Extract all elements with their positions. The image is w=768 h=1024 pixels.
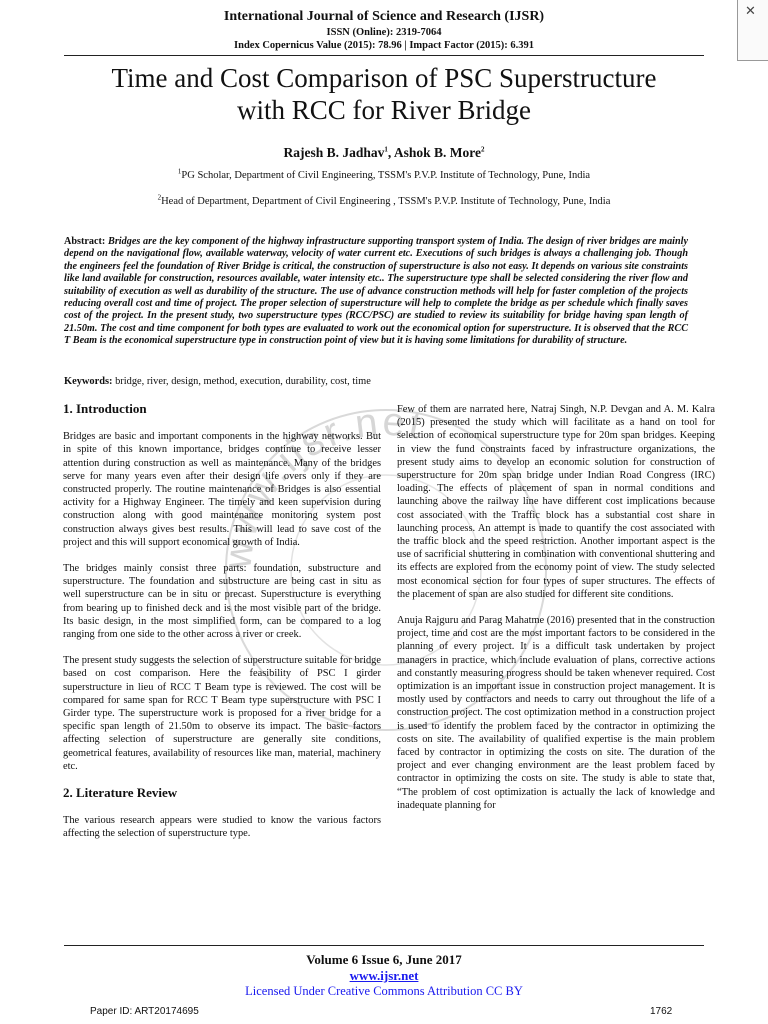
literature-paragraph-1: The various research appears were studied to know the various factors affecting the selection of superstructure type. — [63, 815, 381, 840]
footer-paper-id: Paper ID: ART20174695 — [90, 1006, 199, 1017]
right-column — [397, 403, 715, 825]
abstract-text: Bridges are the key component of the highway infrastructure supporting transport system of India. The design of river bridges are mainly depend on the navigational flow, available waterway, velocity of water current etc. Executions of such bridges is always a challenging job. Though the engineers feel the foundation of River Bridge is critical, the construction of superstructure is also not easy. It depends on various site constraints like land available for construction, resources available, water intensity etc.. The superstructure type shall be selected considering the river flow and suitability of execution as well as durability of the structure. The use of advance construction methods will help for faster completion of the projects reducing overall cost and time of project. The proper selection of superstructure will help to complete the bridge as per schedule which finally saves cost of the project. In the present study, two superstructure types (RCC/PSC) are studied to review its suitability for bridge having span length of 21.50m. The cost and time component for both types are evaluated to work out the economical option for superstructure. It is observed that the RCC T Beam is the economical superstructure type in construction point of view but it is having some limitations for durability of structure. — [64, 236, 689, 347]
keywords-text: bridge, river, design, method, execution, durability, cost, time — [115, 376, 371, 387]
keywords — [64, 376, 688, 387]
author-2: Ashok B. More — [393, 145, 482, 160]
viewer-corner-panel[interactable] — [737, 0, 768, 61]
journal-issn: ISSN (Online): 2319-7064 — [326, 27, 442, 38]
footer-divider — [64, 945, 704, 946]
title-line-2: with RCC for River Bridge — [237, 95, 531, 125]
section-heading-introduction: 1. Introduction — [63, 401, 147, 416]
journal-index: Index Copernicus Value (2015): 78.96 | Impact Factor (2015): 6.391 — [234, 40, 534, 51]
left-column — [63, 400, 381, 854]
intro-paragraph-3: The present study suggests the selection of superstructure suitable for bridge based on cost comparison. Here the feasibility of PSC I girder superstructure in lieu of RCC T Beam type is reviewed. The cost will be compared for same span for RCC T Beam type superstructure with PSC I Girder type. The superstructure work is proposed for a river bridge for a specific span length of 21.50m to observe its impact. The basic factors affecting selection of superstructure are generally site conditions, geometrical features, availability of resources like man, material, machinery etc. — [63, 655, 381, 772]
abstract — [64, 236, 688, 348]
intro-paragraph-1: Bridges are basic and important components in the highway networks. But in spite of this known importance, bridges continue to receive lesser attention during construction as well as maintenance. Many of the bridges serve for many years even after their design life overs only if they are constructed properly. The routine maintenance of Bridges is also essential activity for a Highway Engineer. The timely and keen supervision during construction along with good maintenance monitoring system post construction always gives best results. This will lead to save cost of the project and this will support economical growth of India. — [63, 431, 381, 548]
close-icon[interactable]: ✕ — [745, 4, 756, 19]
affiliation-2 — [0, 193, 768, 207]
affiliation-2-text: Head of Department, Department of Civil Engineering , TSSM's P.V.P. Institute of Technology, Pune, India — [161, 196, 611, 207]
footer-license-link[interactable]: Licensed Under Creative Commons Attribution CC BY — [245, 984, 523, 998]
affiliation-1-sup: 1 — [177, 167, 182, 176]
affiliation-1-text: PG Scholar, Department of Civil Engineering, TSSM's P.V.P. Institute of Technology, Pune, India — [181, 170, 591, 181]
author-2-sup: 2 — [481, 145, 485, 154]
author-1: Rajesh B. Jadhav — [283, 145, 385, 160]
abstract-label: Abstract: — [64, 236, 106, 247]
intro-paragraph-2: The bridges mainly consist three parts: foundation, substructure and superstructure. The foundation and substructure are being cast in situ as well superstructure can be in situ or precast. Superstructure is everything from bearing up to finished deck and is the most visible part of the bridge. Its basic design, in the most simplified form, can be compared to a log ranging from one side to the other across a river or creek. — [63, 563, 381, 641]
affiliation-1 — [0, 167, 768, 181]
title-line-1: Time and Cost Comparison of PSC Superstructure — [111, 63, 657, 93]
section-heading-literature-review: 2. Literature Review — [63, 785, 178, 801]
author-separator: , — [387, 145, 394, 160]
author-list — [0, 145, 768, 161]
footer-url-link[interactable]: www.ijsr.net — [349, 968, 419, 983]
affiliation-2-sup: 2 — [157, 193, 162, 202]
literature-paragraph-2: Few of them are narrated here, Natraj Singh, N.P. Devgan and A. M. Kalra (2015) presented the study which will facilitate as a hand on tool for selection of economical superstructure type for 20m span bridges. Keeping in view the fund constraints faced by infrastructure organizations, the present study aims to develop an economic solution for construction of superstructure for 20m span bridge under Indian Road Congress (IRC) loading. The effects of placement of span in normal conditions and launching above the railway line have different cost implications because cost associated with the Traffic block has a substantial cost share in launching process. An attempt is made to quantify the cost associated with the traffic block and the speed restriction. Another important aspect is the use of sacrificial shuttering in combination with conventional shuttering and its effects are explored from the economy point of view. The study selected most economical section for four types of super structures. The effects of the placement of span are also studied for different site conditions. — [397, 404, 715, 600]
footer-page-number: 1762 — [650, 1006, 673, 1017]
literature-paragraph-3: Anuja Rajguru and Parag Mahatme (2016) presented that in the construction project, time and cost are the most important factors to be considered in the planning of every project. It is a difficult task undertaken by project managers in practice, which include evaluation of plans, corrective actions and constantly measuring progress should be taken whenever required. Cost optimization is an important issue in construction project management. It is mostly used by contractors and needs to carry out throughout the life of a construction project. The cost optimization method in a construction project is used to identify the problem faced by the contractor in optimizing the costs on site. The availability of qualified expertise is the main problem faced by contractor in optimizing the costs on site. The duration of the project and ever changing environment are the least problem faced by contractor in optimizing the costs on site. The study is able to state that, “The problem of cost optimization is actually the lack of knowledge and inadequate planning for — [397, 615, 715, 811]
watermark-text: www.ijsr.net — [215, 399, 429, 572]
header-divider — [64, 55, 704, 56]
footer-volume: Volume 6 Issue 6, June 2017 — [306, 952, 462, 967]
author-1-sup: 1 — [384, 145, 388, 154]
keywords-label: Keywords: — [64, 376, 113, 387]
journal-name: International Journal of Science and Research (IJSR) — [223, 9, 545, 24]
paper-title — [40, 62, 728, 126]
